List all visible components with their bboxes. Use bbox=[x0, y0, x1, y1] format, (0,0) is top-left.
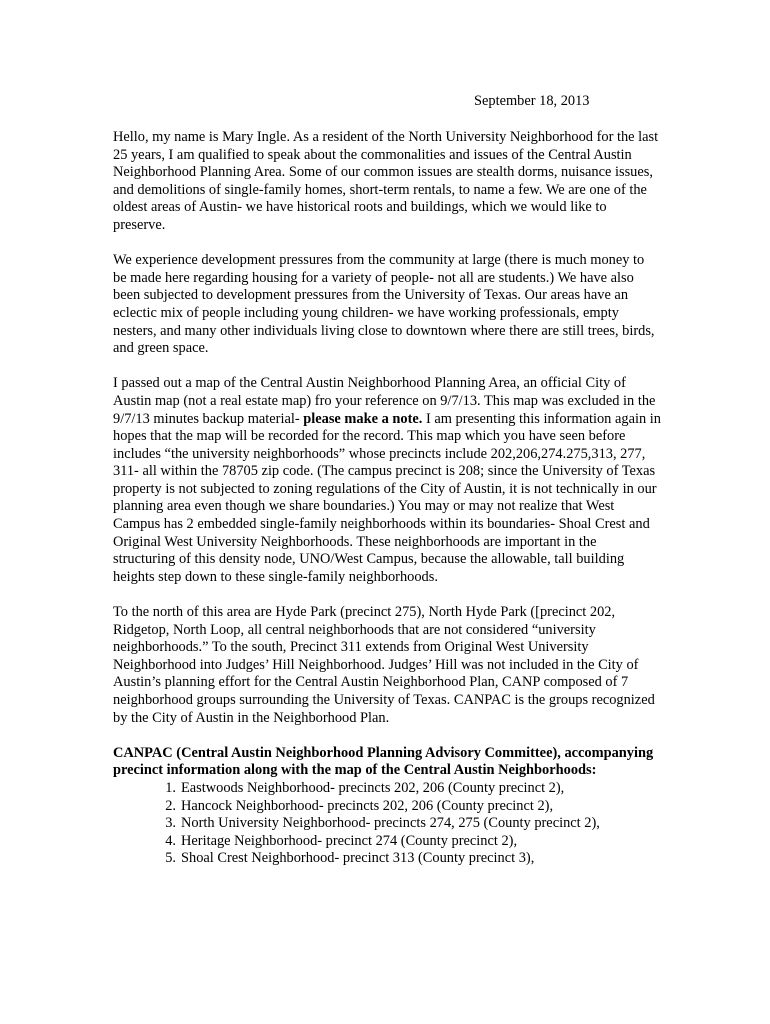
list-item-text: Heritage Neighborhood- precinct 274 (County precinct 2), bbox=[181, 832, 518, 849]
list-item-number: 2. bbox=[165, 797, 176, 814]
canpac-heading: CANPAC (Central Austin Neighborhood Planning Advisory Committee), accompanying precinct information along with the map of the Central Austin Neighborhoods: bbox=[113, 744, 654, 779]
list-item-text: Eastwoods Neighborhood- precincts 202, 206 (County precinct 2), bbox=[181, 779, 565, 796]
neighborhood-list-item bbox=[113, 833, 661, 851]
intro-paragraph: Hello, my name is Mary Ingle. As a resident of the North University Neighborhood for the last 25 years, I am qualified to speak about the commonalities and issues of the Central Austin Neighborhood Planning Area. Some of our common issues are stealth dorms, nuisance issues, and demolitions of single-family homes, short-term rentals, to name a few. We are one of the oldest areas of Austin- we have historical roots and buildings, which we would like to preserve. bbox=[113, 129, 659, 233]
please-note-emphasis: please make a note. bbox=[303, 410, 423, 427]
list-item-number: 3. bbox=[165, 815, 176, 832]
map-paragraph-text-end: I am presenting this information again in hopes that the map will be recorded for the record. This map which you have seen before includes “the university neighborhoods” whose precincts include 202,206,274.275,313, 277, 311- all within the 78705 zip code. (The campus precinct is 208; since the University of Texas property is not subjected to zoning regulations of the City of Austin, it is not technically in our planning area even though we share boundaries.) You may or may not realize that West Campus has 2 embedded single-family neighborhoods within its boundaries- Shoal Crest and Original West University Neighborhoods. These neighborhoods are important in the structuring of this density node, UNO/West Campus, because the allowable, tall building heights step down to these single-family neighborhoods. bbox=[113, 410, 661, 585]
letter-body bbox=[113, 129, 661, 868]
neighborhood-list-item bbox=[113, 780, 661, 798]
list-item-number: 5. bbox=[165, 850, 176, 867]
list-item-number: 4. bbox=[165, 832, 176, 849]
list-item-text: Shoal Crest Neighborhood- precinct 313 (County precinct 3), bbox=[181, 850, 535, 867]
list-item-number: 1. bbox=[165, 779, 176, 796]
neighborhood-list-item bbox=[113, 815, 661, 833]
neighborhood-list-item bbox=[113, 798, 661, 816]
neighborhood-list-item bbox=[113, 850, 661, 868]
surrounding-neighborhoods-paragraph: To the north of this area are Hyde Park (precinct 275), North Hyde Park ([precinct 202, Ridgetop, North Loop, all central neighborhoods that are not considered “university neighborhoods.” To the south, Precinct 311 extends from Original West University Neighborhood into Judges’ Hill Neighborhood. Judges’ Hill was not included in the City of Austin’s planning effort for the Central Austin Neighborhood Plan, CANP composed of 7 neighborhood groups surrounding the University of Texas. CANPAC is the groups recognized by the City of Austin in the Neighborhood Plan. bbox=[113, 604, 655, 726]
map-paragraph bbox=[113, 375, 661, 586]
development-pressures-paragraph: We experience development pressures from the community at large (there is much money to be made here regarding housing for a variety of people- not all are students.) We have also been subjected to development pressures from the University of Texas. Our areas have an eclectic mix of people including young children- we have working professionals, empty nesters, and many other individuals living close to downtown where there are still trees, birds, and green space. bbox=[113, 252, 655, 357]
letter-date: September 18, 2013 bbox=[474, 93, 590, 109]
neighborhood-list bbox=[113, 780, 661, 868]
list-item-text: North University Neighborhood- precincts 274, 275 (County precinct 2), bbox=[181, 815, 600, 832]
list-item-text: Hancock Neighborhood- precincts 202, 206 (County precinct 2), bbox=[181, 797, 554, 814]
map-paragraph-text-start: I passed out a map of the Central Austin Neighborhood Planning Area, an official City of Austin map (not a real estate map) fro your reference on 9/7/13. This map was excluded in the 9/7/13 minutes backup material- bbox=[113, 375, 656, 427]
